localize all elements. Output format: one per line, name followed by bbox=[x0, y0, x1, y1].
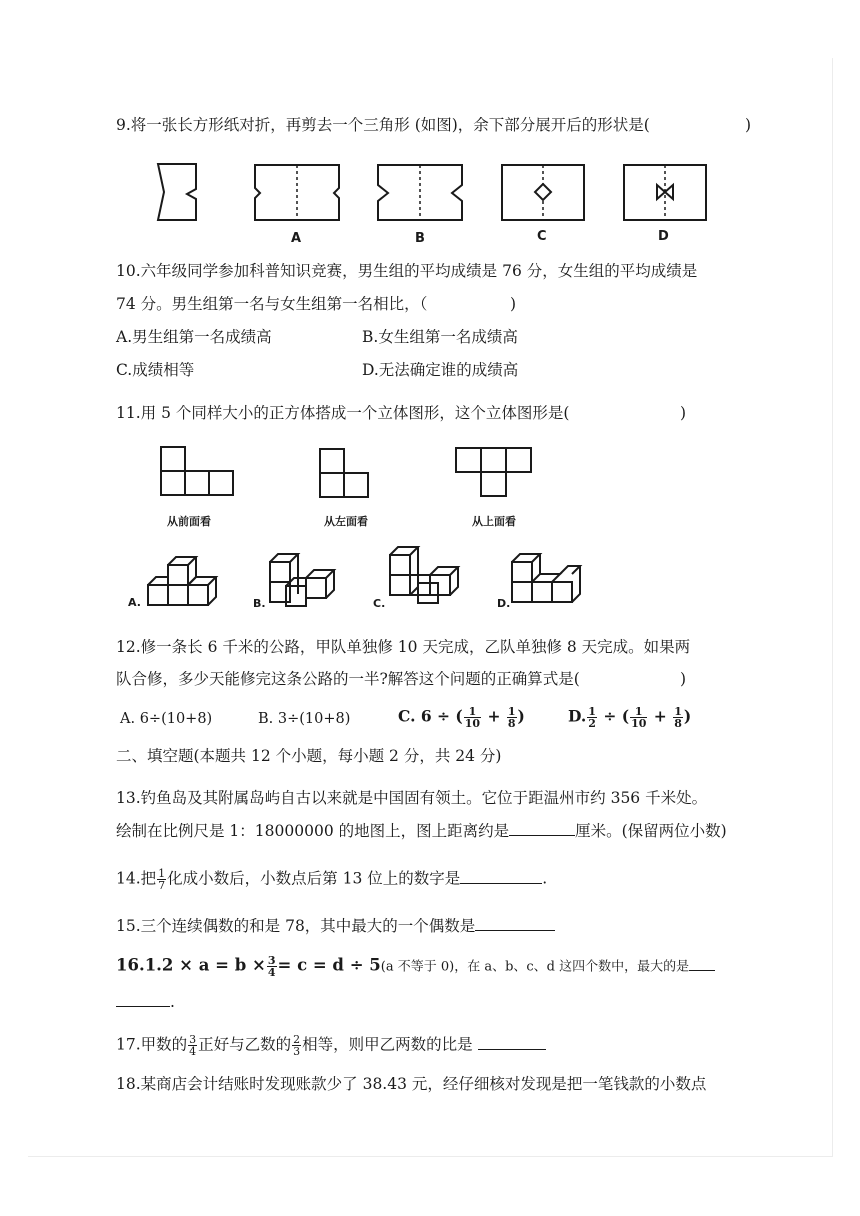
q9-stem: 9.将一张长方形纸对折，再剪去一个三角形 (如图)，余下部分展开后的形状是( bbox=[116, 116, 650, 134]
q14-prefix: 14.把 bbox=[116, 869, 157, 888]
numerator: 1 bbox=[507, 705, 516, 718]
denominator: 10 bbox=[464, 717, 481, 730]
q12-option-d-mid: ÷ ( bbox=[597, 706, 630, 726]
q12-line1: 12.修一条长 6 千米的公路，甲队单独修 10 天完成，乙队单独修 8 天完成。如果两 bbox=[116, 638, 691, 656]
denominator: 7 bbox=[158, 879, 166, 892]
q15-stem: 15.三个连续偶数的和是 78，其中最大的一个偶数是 bbox=[116, 917, 476, 935]
q17-prefix: 17.甲数的 bbox=[116, 1035, 188, 1054]
plus-sign: + bbox=[487, 706, 501, 726]
q16-line bbox=[116, 955, 715, 978]
q11-option-a-cubes bbox=[146, 555, 226, 607]
denominator: 8 bbox=[507, 717, 516, 730]
q16-equation-part2: = c = d ÷ 5 bbox=[277, 955, 381, 975]
q12-option-c bbox=[398, 706, 525, 729]
section-2-title: 二、填空题(本题共 12 个小题，每小题 2 分，共 24 分) bbox=[116, 747, 502, 765]
denominator: 2 bbox=[588, 717, 596, 730]
numerator: 3 bbox=[189, 1033, 197, 1046]
q13-line2-suffix: 厘米。(保留两位小数) bbox=[575, 822, 727, 840]
q10-option-c: C.成绩相等 bbox=[116, 361, 195, 379]
q10-line2: 74 分。男生组第一名与女生组第一名相比，（ bbox=[116, 295, 428, 313]
q11-caption-top: 从上面看 bbox=[472, 515, 516, 528]
fraction-one-tenth bbox=[464, 706, 481, 729]
q9-label-d: D bbox=[658, 229, 669, 244]
fraction-three-quarters bbox=[267, 955, 277, 978]
q9-label-b: B bbox=[415, 231, 425, 246]
denominator: 4 bbox=[189, 1045, 197, 1058]
q12-option-a: A. 6÷(10+8) bbox=[120, 711, 213, 727]
q9-option-b-figure bbox=[376, 163, 466, 223]
q13-line2 bbox=[116, 821, 727, 841]
q11-front-view-figure bbox=[159, 445, 239, 497]
q9-folded-paper-figure bbox=[152, 162, 202, 222]
q12-line2: 队合修，多少天能修完这条公路的一半?解答这个问题的正确算式是( bbox=[116, 670, 580, 688]
q11-option-c-label: C. bbox=[373, 597, 386, 610]
q17-suffix: 相等，则甲乙两数的比是 bbox=[302, 1035, 473, 1054]
numerator: 1 bbox=[464, 706, 481, 718]
fraction-one-tenth bbox=[630, 706, 647, 729]
numerator: 1 bbox=[158, 867, 166, 880]
q13-line1: 13.钓鱼岛及其附属岛屿自古以来就是中国固有领土。它位于距温州市约 356 千米处。 bbox=[116, 789, 708, 807]
q11-option-c-cubes bbox=[388, 545, 468, 607]
q12-option-d-prefix: D. bbox=[568, 706, 587, 726]
q11-option-a-label: A. bbox=[128, 596, 141, 609]
q12-option-b: B. 3÷(10+8) bbox=[258, 711, 351, 727]
q16-equation-part1: 16.1.2 × a = b × bbox=[116, 955, 266, 975]
q9-option-c-figure bbox=[500, 163, 590, 223]
q11-top-view-figure bbox=[454, 446, 536, 498]
q11-option-b-cubes bbox=[268, 548, 348, 608]
plus-sign: + bbox=[653, 706, 667, 726]
fraction-one-half bbox=[587, 706, 597, 729]
fraction-two-thirds bbox=[292, 1034, 301, 1057]
q10-option-d: D.无法确定谁的成绩高 bbox=[362, 361, 519, 379]
q11-left-view-figure bbox=[318, 447, 374, 499]
q17-line bbox=[116, 1034, 546, 1057]
q16-answer-blank-line1[interactable] bbox=[689, 956, 715, 971]
q16-line2 bbox=[116, 992, 175, 1012]
q16-end: . bbox=[170, 993, 175, 1011]
q12-option-d-suffix: ) bbox=[683, 706, 692, 726]
q13-line2-prefix: 绘制在比例尺是 1：18000000 的地图上，图上距离约是 bbox=[116, 822, 510, 840]
q16-answer-blank-line2[interactable] bbox=[116, 992, 170, 1007]
denominator: 8 bbox=[674, 717, 682, 730]
fraction-one-eighth bbox=[507, 706, 517, 729]
q15-line bbox=[116, 916, 555, 936]
q14-answer-blank[interactable] bbox=[460, 869, 542, 884]
q15-answer-blank[interactable] bbox=[475, 916, 555, 931]
q11-option-d-cubes bbox=[510, 552, 586, 608]
q11-caption-front: 从前面看 bbox=[167, 515, 211, 528]
q9-label-a: A bbox=[291, 231, 302, 246]
q12-option-c-prefix: C. 6 ÷ ( bbox=[398, 706, 463, 726]
q17-mid: 正好与乙数的 bbox=[198, 1035, 292, 1054]
denominator: 10 bbox=[631, 717, 647, 730]
numerator: 1 bbox=[588, 705, 596, 718]
q10-option-b: B.女生组第一名成绩高 bbox=[362, 328, 518, 346]
q11-close-paren: ) bbox=[680, 404, 687, 422]
q18-line: 18.某商店会计结账时发现账款少了 38.43 元，经仔细核对发现是把一笔钱款的小数点 bbox=[116, 1075, 707, 1093]
q12-option-c-suffix: ) bbox=[517, 706, 525, 726]
q9-close-paren: ) bbox=[745, 116, 752, 134]
q14-line bbox=[116, 868, 547, 891]
q9-text bbox=[116, 115, 650, 135]
denominator: 4 bbox=[267, 966, 276, 979]
numerator: 1 bbox=[630, 706, 647, 718]
q9-option-a-figure bbox=[253, 163, 343, 223]
q10-close-paren: ) bbox=[510, 295, 517, 313]
fraction-one-eighth bbox=[673, 706, 683, 729]
fraction-three-quarters bbox=[188, 1034, 197, 1057]
q12-option-d bbox=[568, 706, 691, 729]
q11-option-b-label: B. bbox=[253, 597, 266, 610]
numerator: 1 bbox=[674, 705, 682, 718]
fraction-one-seventh bbox=[157, 868, 166, 891]
q10-line1: 10.六年级同学参加科普知识竞赛，男生组的平均成绩是 76 分，女生组的平均成绩是 bbox=[116, 262, 698, 280]
q16-condition: (a 不等于 0)，在 a、b、c、d 这四个数中，最大的是 bbox=[380, 959, 690, 975]
q14-end: . bbox=[542, 869, 548, 888]
q10-option-a: A.男生组第一名成绩高 bbox=[116, 328, 272, 346]
q11-stem: 11.用 5 个同样大小的正方体搭成一个立体图形，这个立体图形是( bbox=[116, 404, 570, 422]
q12-close-paren: ) bbox=[680, 670, 687, 688]
numerator: 2 bbox=[293, 1033, 301, 1046]
q11-option-d-label: D. bbox=[497, 597, 511, 610]
q9-label-c: C bbox=[537, 229, 547, 244]
q9-option-d-figure bbox=[622, 163, 712, 223]
q13-answer-blank[interactable] bbox=[509, 821, 575, 836]
q11-caption-left: 从左面看 bbox=[324, 515, 368, 528]
q14-suffix: 化成小数后，小数点后第 13 位上的数字是 bbox=[167, 869, 461, 888]
denominator: 3 bbox=[293, 1045, 301, 1058]
q17-answer-blank[interactable] bbox=[478, 1035, 546, 1050]
numerator: 3 bbox=[267, 954, 276, 967]
